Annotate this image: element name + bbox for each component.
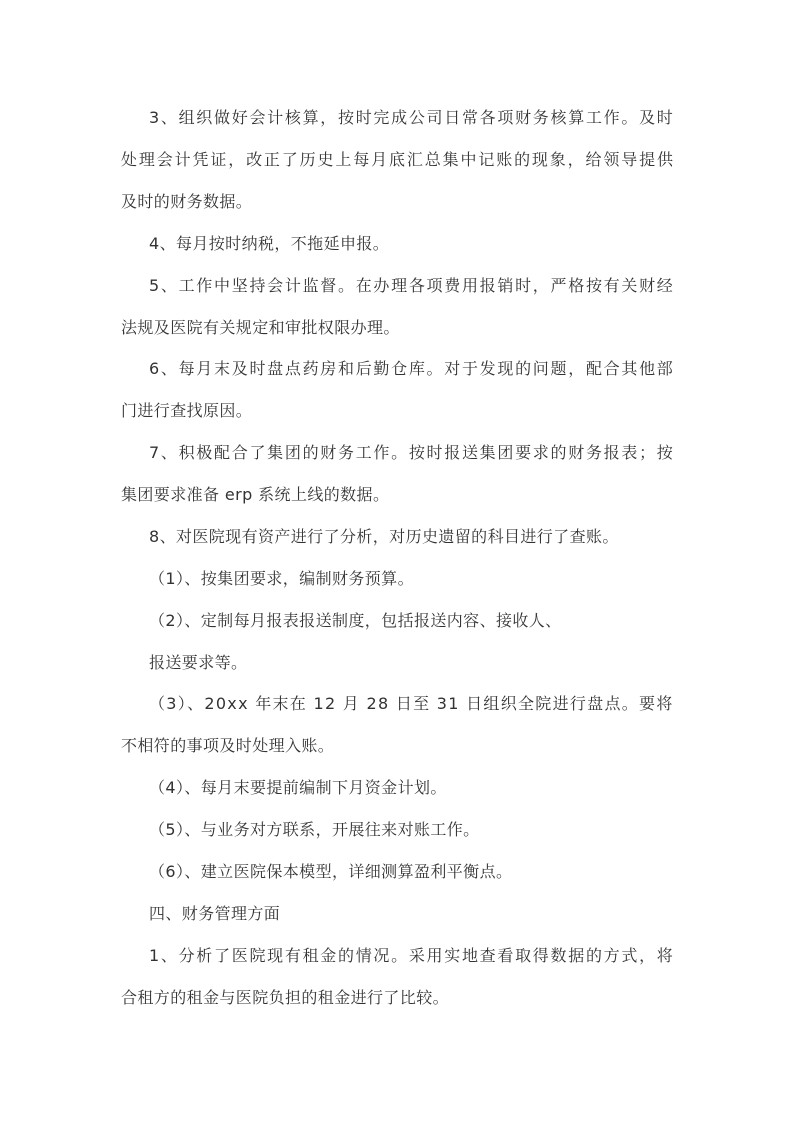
text-line: 4、每月按时纳税，不拖延申报。 xyxy=(149,234,390,253)
text-line: 5、工作中坚持会计监督。在办理各项费用报销时，严格按有关财经 xyxy=(149,276,675,295)
text-line: （4）、每月末要提前编制下月资金计划。 xyxy=(149,778,447,797)
text-line: 门进行查找原因。 xyxy=(121,401,253,420)
text-line: 集团要求准备 erp 系统上线的数据。 xyxy=(121,485,390,504)
section-heading: 四、财务管理方面 xyxy=(149,904,281,923)
text-line: 处理会计凭证，改正了历史上每月底汇总集中记账的现象，给领导提供 xyxy=(121,150,675,169)
text-line: （5）、与业务对方联系，开展往来对账工作。 xyxy=(149,820,480,839)
text-line: 1、分析了医院现有租金的情况。采用实地查看取得数据的方式，将 xyxy=(149,946,675,965)
text-line: 合租方的租金与医院负担的租金进行了比较。 xyxy=(121,988,450,1007)
text-line: （2）、定制每月报表报送制度，包括报送内容、接收人、 xyxy=(149,611,562,630)
text-line: （3）、20xx 年末在 12 月 28 日至 31 日组织全院进行盘点。要将 xyxy=(149,694,674,713)
text-line: 法规及医院有关规定和审批权限办理。 xyxy=(121,318,400,337)
text-line: （6）、建立医院保本模型，详细测算盈利平衡点。 xyxy=(149,862,513,881)
text-line: 报送要求等。 xyxy=(149,653,248,672)
text-line: （1）、按集团要求，编制财务预算。 xyxy=(149,569,414,588)
text-line: 及时的财务数据。 xyxy=(121,192,253,211)
text-line: 8、对医院现有资产进行了分析，对历史遗留的科目进行了查账。 xyxy=(149,527,619,546)
text-line: 6、每月末及时盘点药房和后勤仓库。对于发现的问题，配合其他部 xyxy=(149,359,675,378)
text-line: 3、组织做好会计核算，按时完成公司日常各项财务核算工作。及时 xyxy=(149,108,675,127)
text-line: 7、积极配合了集团的财务工作。按时报送集团要求的财务报表；按 xyxy=(149,443,675,462)
text-line: 不相符的事项及时处理入账。 xyxy=(121,736,335,755)
